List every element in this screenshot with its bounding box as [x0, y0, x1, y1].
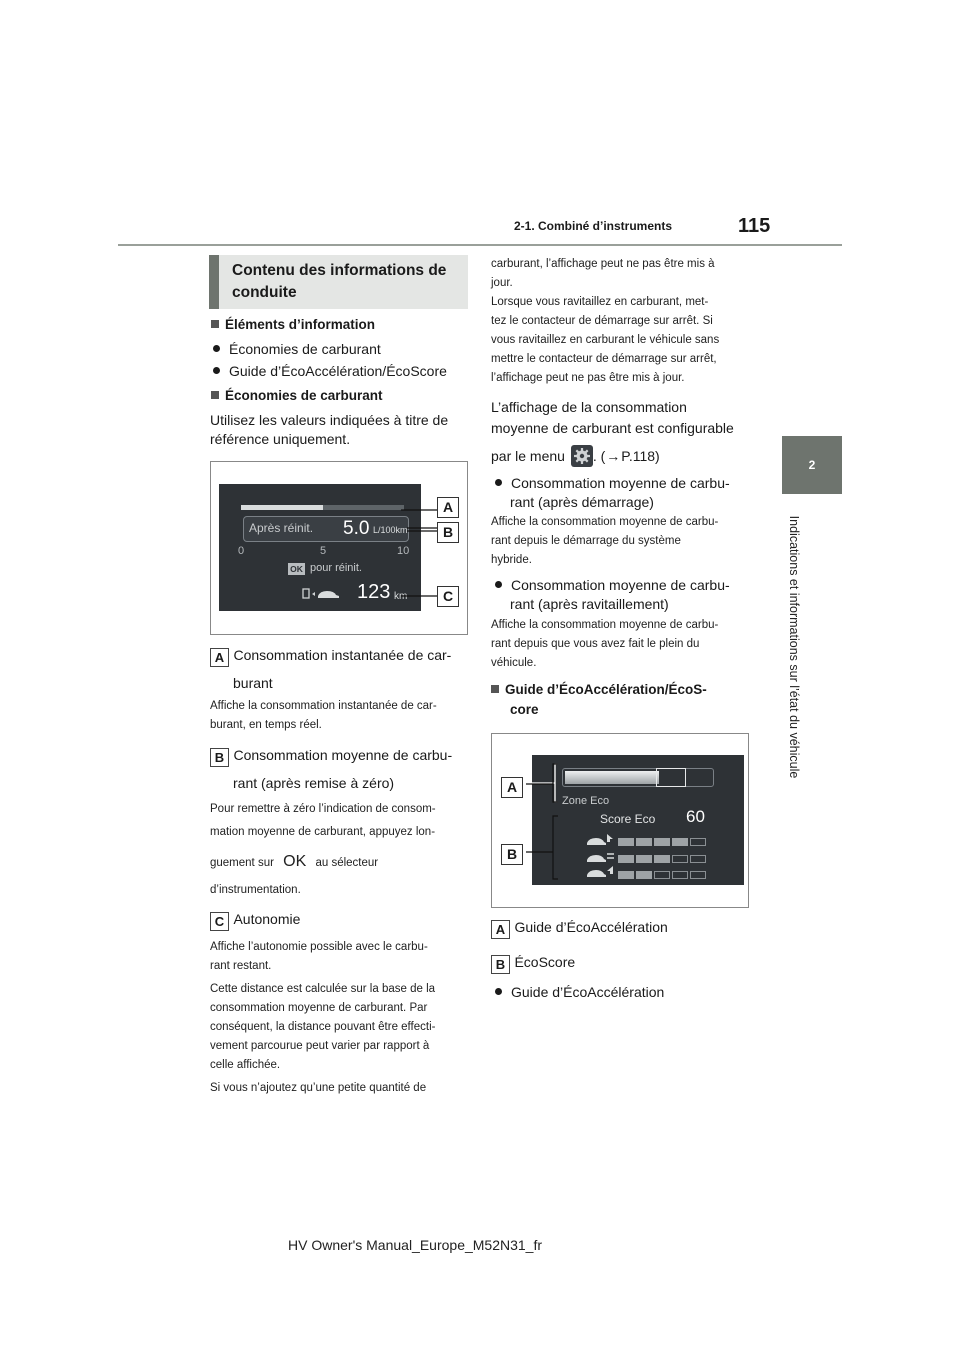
settings-gear-icon [571, 445, 593, 467]
item-b-title: B Consommation moyenne de carbu- [210, 747, 452, 767]
footer-text: HV Owner's Manual_Europe_M52N31_fr [288, 1237, 543, 1253]
item-b-desc: mation moyenne de carburant, appuyez lon- [210, 826, 436, 838]
subheading-fuel-economy: Économies de carburant [211, 388, 383, 403]
scale-5: 5 [320, 545, 327, 557]
bullet-item-cont: rant (après démarrage) [510, 494, 654, 510]
bullet-item: Guide d’ÉcoAccélération/ÉcoScore [209, 361, 447, 381]
figure-eco-guide [491, 733, 749, 908]
config-text: L’affichage de la consommation [491, 399, 687, 415]
bullet-icon [495, 581, 502, 588]
cont-text: mettre le contacteur de démarrage sur arrêt, [491, 353, 717, 365]
scale-10: 10 [397, 545, 410, 557]
bullet-desc: Affiche la consommation moyenne de carbu- [491, 619, 719, 631]
page-number: 115 [738, 215, 771, 237]
cont-text: vous ravitaillez en carburant le véhicule sans [491, 334, 720, 346]
chapter-title-vertical: Indications et informations sur l’état du véhicule [787, 515, 801, 779]
subheading-eco-guide: Guide d’ÉcoAccélération/ÉcoS- [491, 682, 707, 697]
bullet-desc: rant depuis le démarrage du système [491, 535, 681, 547]
scale-0: 0 [238, 545, 245, 557]
bullet-item: Guide d’ÉcoAccélération [491, 982, 664, 1002]
label-a: A [210, 648, 229, 667]
label-b: B [210, 748, 229, 767]
item-b-desc: d’instrumentation. [210, 884, 301, 896]
item-c-desc: Si vous n’ajoutez qu’une petite quantité de [210, 1082, 427, 1094]
label-c: C [210, 912, 229, 931]
callout-b: B [501, 844, 523, 865]
item-a-desc: Affiche la consommation instantanée de car- [210, 700, 437, 712]
legend-a: A Guide d’ÉcoAccélération [491, 919, 668, 939]
score-label: Score Eco [600, 812, 656, 826]
item-a-title: A Consommation instantanée de car- [210, 647, 451, 667]
item-a-desc: burant, en temps réel. [210, 719, 322, 731]
avg-consumption-value: 5.0 [343, 518, 370, 539]
bullet-item: Consommation moyenne de carbu- [491, 473, 730, 493]
callout-c: C [437, 586, 459, 607]
callout-a: A [501, 777, 523, 798]
subheading-info-items: Éléments d’information [211, 317, 375, 332]
cont-text: carburant, l’affichage peut ne pas être mis à [491, 258, 715, 270]
bullet-desc: Affiche la consommation moyenne de carbu- [491, 516, 719, 528]
bullet-desc: véhicule. [491, 657, 537, 669]
item-c-desc: consommation moyenne de carburant. Par [210, 1002, 428, 1014]
cont-text: Lorsque vous ravitaillez en carburant, met- [491, 296, 709, 308]
square-bullet-icon [491, 685, 499, 693]
avg-consumption-unit: L/100km [373, 525, 408, 535]
ok-symbol: OK [283, 853, 307, 870]
cont-text: l’affichage peut ne pas être mis à jour. [491, 372, 685, 384]
cont-text: tez le contacteur de démarrage sur arrêt. Si [491, 315, 713, 327]
chapter-tab: 2 [782, 436, 842, 494]
subheading-eco-guide-cont: core [510, 702, 539, 717]
item-b-desc: guement sur OK au sélecteur [210, 853, 379, 870]
item-c-desc: Cette distance est calculée sur la base de la [210, 983, 436, 995]
after-reset-label: Après réinit. [249, 521, 314, 535]
bullet-icon [495, 988, 502, 995]
bullet-desc: hybride. [491, 554, 532, 566]
section-heading: Contenu des informations de conduite [209, 255, 468, 309]
item-c-desc: conséquent, la distance pouvant être effecti- [210, 1021, 436, 1033]
bullet-icon [495, 479, 502, 486]
config-text: moyenne de carburant est configurable [491, 420, 734, 436]
item-b-desc: Pour remettre à zéro l’indication de consom- [210, 803, 436, 815]
cont-text: jour. [491, 277, 513, 289]
callout-lines [211, 462, 469, 636]
item-c-desc: rant restant. [210, 960, 272, 972]
range-unit: km [394, 591, 408, 602]
bullet-desc: rant depuis que vous avez fait le plein du [491, 638, 700, 650]
item-c-desc: vement parcourue peut varier par rapport à [210, 1040, 430, 1052]
label-b: B [491, 955, 510, 974]
ok-button-icon: OK [288, 563, 305, 575]
reset-hint: pour réinit. [310, 562, 362, 574]
intro-line: Utilisez les valeurs indiquées à titre de [210, 412, 449, 428]
bracket-lines [492, 734, 750, 909]
config-text: par le menu . (→P.118) [491, 445, 660, 467]
item-a-title-cont: burant [233, 675, 273, 691]
score-value: 60 [686, 807, 705, 826]
bullet-icon [213, 367, 220, 374]
bullet-icon [213, 345, 220, 352]
square-bullet-icon [211, 320, 219, 328]
legend-b: B ÉcoScore [491, 954, 575, 974]
zone-eco-label: Zone Eco [562, 795, 610, 807]
bullet-item: Économies de carburant [209, 339, 381, 359]
bullet-item: Consommation moyenne de carbu- [491, 575, 730, 595]
square-bullet-icon [211, 391, 219, 399]
item-c-desc: celle affichée. [210, 1059, 281, 1071]
label-a: A [491, 920, 510, 939]
callout-a: A [437, 497, 459, 518]
callout-b: B [437, 522, 459, 543]
arrow-right-icon: → [606, 448, 621, 464]
item-c-title: C Autonomie [210, 911, 300, 931]
header-rule [118, 244, 842, 246]
bullet-item-cont: rant (après ravitaillement) [510, 596, 669, 612]
section-title: 2-1. Combiné d’instruments [514, 219, 673, 233]
item-c-desc: Affiche l’autonomie possible avec le carbu- [210, 941, 428, 953]
range-value: 123 [357, 581, 391, 603]
item-b-title-cont: rant (après remise à zéro) [233, 775, 395, 791]
figure-fuel-economy [210, 461, 468, 635]
intro-line: référence uniquement. [210, 431, 351, 447]
